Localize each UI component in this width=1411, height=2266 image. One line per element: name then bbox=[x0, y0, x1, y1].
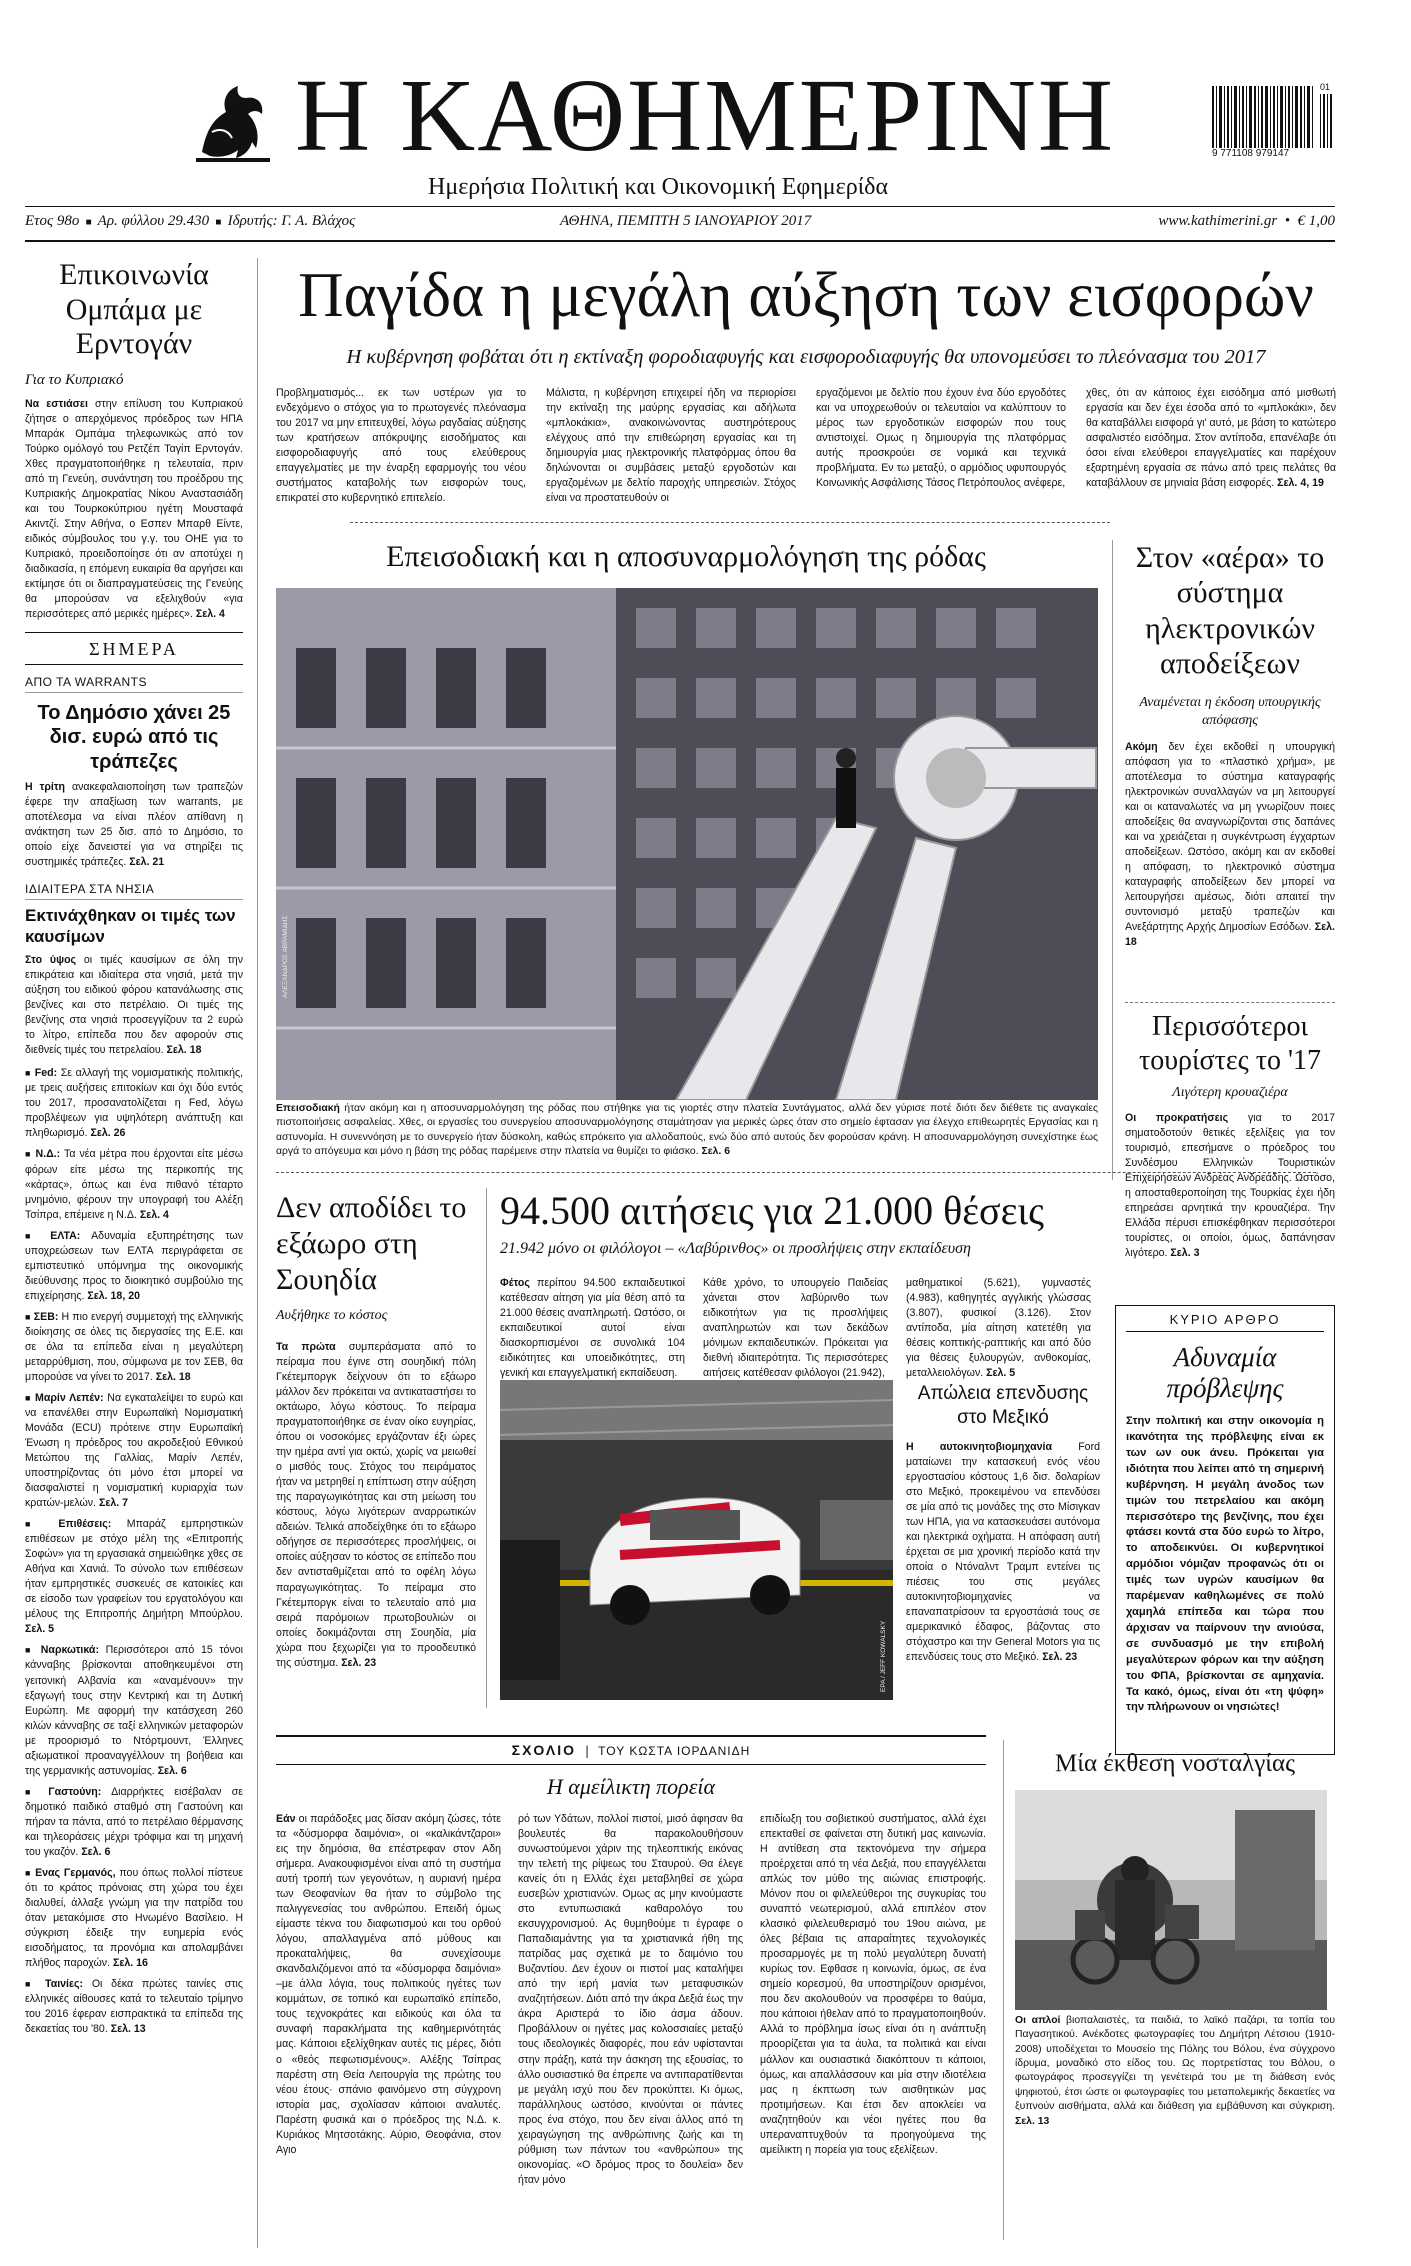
column-col-1-text: οι παράδοξες μας δίσαν ακόμη ζώσες, τότε τα «δύσμορφα δαιμόνια», οι «καλικάντζαροι» εις την δημόσια, θα επέστρεφαν στον Αδη σήμερα. Ανακουφισμένοι είναι από τη συστήμα αυτή τροπή των γεγονότων, η αυριανή ημέρα των Θεοφανίων θα ήταν το σύμβολο της παλιγγενεσίας του ανθρώπου. Επειδή όμως είμαστε τέκνα του διαφωτισμού και του ορθού λόγου, απαλλαγμένα από μύθους και προκαταλήψεις, θα συνεχίσουμε σκανδαλιζόμενοι από τα «δύσμορφα δαιμόνια» –με άλλα λόγια, τους πολιτικούς ηγέτες των κομμάτων, σε τοπικό και ευρωπαϊκό επίπεδο, τους τεχνοκράτες και ειδικούς και όλα τα συναφή παρακλήματα της καθημερινότητάς μας. Κάποιοι εξελίχθηκαν αυτές τις μέρες, διότι ο «θεός πεφωτισμένους». Αλέξης Τσίπρας παρέστη στη Θεία Λειτουργία της πρώτης του νέου έτους· σπάνιο φαινόμενο στη σύγχρονη ιστορία μας, σχολίασαν κάποιοι αναλυτές. Παρέστη φυσικά και ο πρόεδρος της Ν.Δ. κ. Κυριάκος Μητσοτάκης. Αύριο, Θεοφάνια, στον Αγιο bbox=[276, 1813, 501, 2156]
fuel-body-text: οι τιμές καυσίμων σε όλη την επικράτεια και ιδιαίτερα στα νησιά, μετά την αύξηση του ειδικού φόρου κατανάλωσης στις βενζίνες και στο πετρέλαιο. Οι τιμές της βενζίνης στα νησιά προσεγγίζουν τα 2 ευρώ το λίτρο, επίπεδα που δεν αφορούν στις διεθνείς τιμές του πετρελαίου. bbox=[25, 954, 243, 1057]
barcode bbox=[1210, 82, 1336, 160]
applications-col-2-text: Κάθε χρόνο, το υπουργείο Παιδείας χάνεται στον λαβύρινθο των ειδικοτήτων για τις προσλήψεις αναπληρωτών και των δεκάδων μόνιμων εκπαιδευτικών. Πρόκειται για διεθνή ιδιαιτερότητα. Τις περισσότερες αιτήσεις κατέθεσαν φιλόλογοι (21.942), bbox=[703, 1277, 888, 1380]
bullet-text: που όπως πολλοί πίστευε ότι το κράτος πρόνοιας στη χώρα του έχει διαλυθεί, άλλαξε γνώμη για την πατρίδα του όταν μετακόμισε στο Ηνωμένο Βασίλειο. Η σύγκριση έδειξε την ευημερία ενός εισοδήματος, τα προνόμια και απολαμβάνει πλήθος παροχών. bbox=[25, 1866, 244, 1970]
applications-col-3 bbox=[906, 1276, 1091, 1381]
ford-photo-credit: EPA / JEFF KOWALSKY bbox=[880, 1620, 887, 1692]
bullet-text: Περισσότεροι από 15 τόνοι κάνναβης βρίσκονται αποθηκευμένοι στη γειτονική Αλβανία και «αναμένουν» την εξαγωγή τους στην Κεντρική και τη Δυτική Ευρώπη. Με αφορμή την κατάσχεση 260 κιλών κάνναβης σε ταξί ελληνικών μεταφορών με προορισμό το Ντόρτμουντ, Έλληνες αξιωματικοί προαναγγέλλουν τη βοήθεια και της γερμανικής αστυνομίας. bbox=[25, 1644, 243, 1777]
bullet-item: ■ Ενας Γερμανός, που όπως πολλοί πίστευε ότι το κράτος πρόνοιας στη χώρα του έχει διαλυθεί, άλλαξε γνώμη για την πατρίδα του όταν μετακόμισε στο Ηνωμένο Βασίλειο. Η σύγκριση έδειξε την ευημερία ενός εισοδήματος, τα προνόμια και απολαμβάνει πλήθος παροχών. Σελ. 16 bbox=[25, 1866, 244, 1970]
ford-body-lead: Η αυτοκινητοβιομηχανία bbox=[906, 1440, 1052, 1453]
fuel-body bbox=[25, 953, 243, 1058]
bullet-lead: Ενας Γερμανός, bbox=[35, 1866, 116, 1879]
column-col-3 bbox=[760, 1812, 986, 2158]
applications-headline: 94.500 αιτήσεις για 21.000 θέσεις bbox=[500, 1188, 1044, 1233]
warrants-ref: Σελ. 21 bbox=[129, 856, 165, 869]
bullet-lead: ΕΛΤΑ: bbox=[50, 1229, 81, 1242]
bullet-item: ■ Fed: Σε αλλαγή της νομισματικής πολιτικής, με τρεις αυξήσεις επιτοκίων και όχι δύο εντός του 2017, προσανατολίζεται η Fed, λόγω προβλέψεων για υψηλότερη ανάπτυξη και πληθωρισμό. Σελ. 26 bbox=[25, 1067, 244, 1140]
bullet-text: Μπαράζ εμπρηστικών επιθέσεων με στόχο μέλη της «Επιτροπής Σοφών» για τη εργασιακά σημειώθηκε χθες σε Αθήνα και Χανιά. Το σύνολο των επιθέσεων ήταν εμπρηστικές συσκευές σε κατοικίες και σε είσοδο των γραφείων του εργατολόγου και μέλους της Επιτροπής Δημήτρη Μπούρλου. bbox=[25, 1518, 243, 1621]
issue-number: Αρ. φύλλου 29.430 bbox=[97, 213, 210, 229]
applications-col-1-text: περίπου 94.500 εκπαιδευτικοί κατέθεσαν αίτηση για μία θέση από τα 21.000 θέσεις αναπληρωτή. Ωστόσο, οι εκπαιδευτικοί αυτοί είναι διασκορπισμένοι σε συνολικά 104 ειδικότητες και υποειδικότητες, στη γενική και επαγγελματική εκπαίδευση. bbox=[500, 1277, 685, 1380]
bullet-ref: Σελ. 18 bbox=[155, 1370, 191, 1383]
nostalgia-caption bbox=[1015, 2014, 1335, 2129]
lead-col-1 bbox=[276, 386, 526, 506]
bullet-lead: Ταινίες: bbox=[45, 1978, 84, 1991]
bullet-text: Η πιο ενεργή συμμετοχή της ελληνικής διοίκησης σε όλες τις διεργασίες της Ε.Ε. και σε όλα τα επίπεδα είναι η μεγαλύτερη μεταρρύθμιση, που, σύμφωνα με τον ΣΕΒ, θα μπορούσε να γίνει το 2017. bbox=[25, 1310, 244, 1383]
lead-col-4 bbox=[1086, 386, 1336, 491]
masthead bbox=[0, 0, 1411, 250]
nostalgia-photo bbox=[1015, 1790, 1327, 2010]
applications-deck: 21.942 μόνο οι φιλόλογοι – «Λαβύρινθος» οι προσλήψεις στην εκπαίδευση bbox=[500, 1240, 971, 1257]
nostalgia-caption-text: βιοπαλαιστές, τα παιδιά, το λαϊκό παζάρι, τα τοπία του Παγασητικού. Ανέκδοτες φωτογραφίες του Δημήτρη Λέτσιου (1910-2008) υποδέχεται το Μουσείο της Πόλης του Βόλου, ένα σύγχρονο ίδρυμα, μοναδικό στο είδος του. Ως πορτρετίστας του Βόλου, ο φωτογράφος προσεγγίζει τη γενέτειρά του με τη διάθεση ενός ψηφιοτού, έτσι ώστε οι φωτογραφίες του μεταπολεμικής δεκαετίες να ξυπνούν αισθήματα, αλλά και διάθεση για εμβάθυνση και σύγκριση. bbox=[1015, 2015, 1335, 2113]
barcode-issue: 01 bbox=[1320, 82, 1331, 92]
bullet-item: ■ Μαρίν Λεπέν: Να εγκαταλείψει το ευρώ και να επανέλθει στην Ευρωπαϊκή Νομισματική Μονάδα (ECU) πρότεινε στην Ευρωπαϊκή Ένωση η πρόεδρος του ακροδεξιού Εθνικού Μετώπου της Γαλλίας, Μαρίν Λεπέν, υποστηρίζοντας ότι μόνο έτσι μπορεί να διασφαλιστεί η νομισματική κυριαρχία των κρατών-μελών. Σελ. 7 bbox=[25, 1391, 243, 1510]
bullet-lead: Ν.Δ.: bbox=[35, 1148, 61, 1161]
rhodes-photo-credit: ΑΛΕΞΑΝΔΡΟΣ ΑΒΡΑΜΙΔΗΣ bbox=[282, 915, 289, 998]
bullet-item: ■ ΣΕΒ: Η πιο ενεργή συμμετοχή της ελληνικής διοίκησης σε όλες τις διεργασίες της Ε.Ε. και σε όλα τα επίπεδα είναι η μεγαλύτερη μεταρρύθμιση, που, σύμφωνα με τον ΣΕΒ, θα μπορούσε να γίνει το 2017. Σελ. 18 bbox=[25, 1310, 244, 1383]
bullet-lead: Ναρκωτικά: bbox=[40, 1644, 99, 1657]
bullet-ref: Σελ. 26 bbox=[90, 1127, 126, 1140]
bullet-ref: Σελ. 16 bbox=[113, 1957, 148, 1970]
lead-col-1-text: Προβληματισμός... εκ των υστέρων για το ενδεχόμενο ο στόχος για το πρωτογενές πλεόνασμα του 2017 να μην επιτευχθεί, λόγω ραγδαίας αύξησης των κρατήσεων απόκρυψης εισοδήματος και εισφοροδιαφυγής από τους ελεύθερους επαγγελματίες με την έναρξη εφαρμογής του νέου συστήματος καταβολής των εισφορών τους, επικρατεί στο κυβερνητικό επιτελείο. bbox=[276, 387, 526, 505]
masthead-title: Η ΚΑΘΗΜΕΡΙΝΗ bbox=[295, 58, 1115, 173]
fuel-body-lead: Στο ύψος bbox=[25, 954, 77, 967]
meta-line: Ετος 98ο ■ Αρ. φύλλου 29.430 ■ Ιδρυτής: Γ. Α. Βλάχος ΑΘΗΝΑ, ΠΕΜΠΤΗ 5 ΙΑΝΟΥΑΡΙΟΥ 2017 www.kathimerini.gr • € 1,00 bbox=[25, 213, 1335, 229]
sweden-body bbox=[276, 1340, 476, 1671]
applications-col-1-lead: Φέτος bbox=[500, 1277, 530, 1289]
bullet-ref: Σελ. 13 bbox=[110, 2023, 146, 2036]
obama-body-text: στην επίλυση του Κυπριακού ζήτησε ο απερχόμενος πρόεδρος των ΗΠΑ Μπαράκ Ομπάμα τηλεφωνικώς από τον Τούρκο ομόλογό του Ρετζέπ Ταγίπ Ερντογάν. Χθες πραγματοποιήθηκε η τελευταία, πριν από τη Γενεύη, συνάντηση του προέδρου της Κυπριακής Δημοκρατίας Νίκου Αναστασιάδη και του Τουρκοκύπριου ηγέτη Μουσταφά Ακιντζί. Στην Αθήνα, ο Εσπεν Μπαρθ Είντε, ειδικός σύμβουλος του γ.γ. του ΟΗΕ για το Κυπριακό, προειδοποίησε ότι αν αποτύχει η διαδικασία, η επόμενη ευκαιρία θα αργήσει και εκτίμησε ότι οι διαπραγματεύσεις της Γενεύης θα μπορούσαν να εξελιχθούν «για περισσότερες από μερικές ημέρες». bbox=[25, 397, 243, 620]
car-factory-photo-icon bbox=[500, 1380, 893, 1700]
tourists-story bbox=[1125, 1010, 1335, 1262]
column-col-2-text: ρό των Υδάτων, πολλοί πιστοί, μισό άφησαν θα βουλευτές θα παρακολουθήσουν συνωστούμενοι χάριν της τηλεοπτικής εικόνας την τελετή της ρίψεως του Σταυρού. Θα έλεγε κανείς ότι η Ελλάς έχει μεταβληθεί σε χώρα ευσεβών χριστιανών. Ομως ας μην κινούμαστε στο εντυπωσιακά καθαρολόγο του εκσυγχρονισμού. Ας θυμηθούμε τι έγραφε ο Παπαδιαμάντης για τα χριστιανικά ήθη της πατρίδας μας σχετικά με το δαιμόνιο του Βυζαντίου. Δεν έχουν οι πιστοί μας καταλήψει από την ιερή μανία των μεταφυσικών αναζητήσεων. Διότι από την άκρα Δεξιά έως την άκρα Αριστερά το ίδιο άσμα άδουν. Προβάλλουν οι ηγέτες μας κολοσσιαίες μεταξύ τους ιδεολογικές διαφορές, που εάν υφίστανται στην πράξη, κατά την άσκηση της εξουσίας, το άλλο ουσιαστικό θα έπρεπε να αντιπαρατίθενται με μεγάλη ισχύ που δεν προκύπτει. Κι όμως, παράλληλους ωστόσο, κινούνται οι πάντες προς ένα στόχο, που δεν είναι άλλος από τη χειραγώγηση της ανθρώπινης ζωής και τη ρύθμιση των πάντων του «ανθρώπου» της οικονομίας. «Ο δρόμος προς το δουλεία» δεν ήταν μόνο bbox=[518, 1813, 743, 2186]
column-author: ΤΟΥ ΚΩΣΤΑ ΙΟΡΔΑΝΙΔΗ bbox=[598, 1744, 751, 1758]
sweden-ref: Σελ. 23 bbox=[341, 1656, 377, 1669]
fuel-ref: Σελ. 18 bbox=[166, 1044, 202, 1057]
price: € 1,00 bbox=[1297, 213, 1335, 229]
barcode-number: 9 771108 979147 bbox=[1212, 148, 1290, 159]
obama-ref: Σελ. 4 bbox=[195, 607, 225, 620]
column-col-3-text: επιδίωξη του σοβιετικού συστήματος, αλλά έχει επεκταθεί σε φαίνεται στη δυτική μας καινωνία. Η αντίθεση στα τεκτονόμενα την σήμερα προέρχεται από τη νέα Δεξιά, που επαγγέλλεται απλώς τον μύθο της αιώνιας επιστροφής. Μόνον που οι φιλελεύθεροι της συγκυρίας του συναπτό νεωτερισμού, αλλά επιπλέον στον κλασικό φιλελευθερισμό του 19ου αιώνα, με όλες βέβαια τις απαραίτητες τεχνολογικές προσαρμογές με τη πολύ μεγαλύτερη δυνατή κυρίως τον. Εφθασε η κοινωνία, όμως, σε ένα σημείο κορεσμού, θα υποστηρίζουν ορισμένοι, που δεν ακολουθούν να προσφέρει το θαύμα, που κάποιοι ήθελαν από το πραγματοποιηθούν. Αλλά το πρόβλημα ίσως είναι ότι η ανάπτυξη προορίζεται για τα άυλα, τα πολιτικά και είναι μάλλον και ουσιαστικά διακόπτουν τι κάποιοι, όμως, και απαλλάσσουν και μία στην ιδιοτέλεια μας η έκπτωση των αισθητικών μας προτιμήσεων. Και έτσι δεν αποκλείει να αναζητηθούν και νέοι ηγέτες που θα υπεραναπτυχθούν τα προηγούμενα της αμείλικτη η πορεία για τους εξελίξεων. bbox=[760, 1813, 986, 2156]
rhodes-caption bbox=[276, 1102, 1098, 1159]
warrants-body bbox=[25, 780, 243, 870]
sweden-kicker: Αυξήθηκε το κόστος bbox=[276, 1308, 388, 1323]
bullet-text: Τα νέα μέτρα που έρχονται είτε μέσω φόρων είτε μέσω της περικοπής της «κάρτας», όπως και ένα πιθανό τέταρτο μνημόνιο, φέρουν την υπογραφή του Αλέξη Τσίπρα, επέμεινε η Ν.Δ. bbox=[25, 1148, 244, 1221]
receipts-headline: Στον «αέρα» το σύστημα ηλεκτρονικών αποδείξεων bbox=[1135, 541, 1325, 681]
editorial-box bbox=[1115, 1305, 1335, 1755]
ferris-wheel-photo-icon bbox=[276, 588, 1098, 1100]
today-label: ΣΗΜΕΡΑ bbox=[89, 638, 179, 659]
bullet-lead: ΣΕΒ: bbox=[33, 1310, 59, 1323]
news-bullets bbox=[25, 1066, 243, 2037]
ford-headline: Απώλεια επενδυσης στο Μεξικό bbox=[917, 1383, 1089, 1428]
lead-col-2-text: Μάλιστα, η κυβέρνηση επιχειρεί ήδη να περιορίσει την εκτίναξη της μαύρης εργασίας και αδήλωτα «μπλοκάκια», ανακοινώνοντας αυστηρότερους ελέγχους από την επιθεώρηση εργασίας και τη δημιουργία μιας ηλεκτρονικής πλατφόρμας όπου θα δηλώνονται οι συμβάσεις μεταξύ εργοδοτών και εργαζομένων με δελτίο παροχής υπηρεσιών. Στόχος είναι να προστατευθούν οι bbox=[546, 387, 796, 505]
bullet-item: ■ Ναρκωτικά: Περισσότεροι από 15 τόνοι κάνναβης βρίσκονται αποθηκευμένοι στη γειτονική Αλβανία και «αναμένουν» την εξαγωγή τους στην Κεντρική και τη Δυτική Ευρώπη. Με αφορμή την κατάσχεση 260 κιλών κάνναβης σε ταξί ελληνικών μεταφορών με προορισμό το Ντόρτμουντ, Έλληνες αξιωματικοί προαναγγέλλουν τη βοήθεια και της γερμανικής αστυνομίας. Σελ. 6 bbox=[25, 1644, 243, 1777]
applications-col-1 bbox=[500, 1276, 685, 1381]
bullet-item: ■ Ν.Δ.: Τα νέα μέτρα που έρχονται είτε μέσω φόρων είτε μέσω της περικοπής της «κάρτας», όπως και ένα πιθανό τέταρτο μνημόνιο, φέρουν την υπογραφή του Αλέξη Τσίπρα, επέμεινε η Ν.Δ. Σελ. 4 bbox=[25, 1148, 244, 1221]
year: Ετος 98ο bbox=[25, 213, 80, 229]
tourists-headline: Περισσότεροι τουρίστες το '17 bbox=[1138, 1011, 1322, 1076]
nostalgia-headline: Μία έκθεση νοσταλγίας bbox=[1055, 1750, 1295, 1777]
applications-col-3-text: μαθηματικοί (5.621), γυμναστές (4.983), καθηγητές αγγλικής γλώσσας (3.807), φυσικοί (3.126). Στον αντίποδα, μία αίτηση κατετέθη για θέσεις κοπτικής-ραπτικής και από δύο για θέσεις ξυλουργών, ανθοκομίας, μεταλλειολόγων. bbox=[906, 1277, 1091, 1380]
applications-ref: Σελ. 5 bbox=[986, 1367, 1016, 1380]
bullet-lead: Μαρίν Λεπέν: bbox=[35, 1391, 104, 1404]
obama-body-lead: Να εστιάσει bbox=[25, 397, 88, 410]
column-header: ΣΧΟΛΙΟ | ΤΟΥ ΚΩΣΤΑ ΙΟΡΔΑΝΙΔΗ bbox=[511, 1742, 751, 1759]
ford-photo bbox=[500, 1380, 893, 1700]
left-column bbox=[25, 258, 243, 2258]
sweden-headline: Δεν αποδίδει το εξάωρο στη Σουηδία bbox=[276, 1191, 467, 1296]
bullet-text: Διαρρήκτες εισέβαλαν σε δημοτικό παιδικό σταθμό στη Γαστούνη και πήραν τα πάντα, από το πετρέλαιο θέρμανσης και τηλεοράσεις μέχρι τρόφιμα και τη μηχανή του γκαζόν. bbox=[25, 1785, 243, 1858]
bullet-text: Αδυναμία εξυπηρέτησης των υποχρεώσεων των ΕΛΤΑ περιγράφεται σε εμπιστευτικό υπόμνημα της οικονομικής διεύθυνσης προς το διοικητικό συμβούλιο της επιχείρησης. bbox=[25, 1229, 244, 1302]
lead-col-3 bbox=[816, 386, 1066, 491]
lead-col-2 bbox=[546, 386, 796, 506]
obama-body bbox=[25, 397, 243, 622]
sweden-body-lead: Τα πρώτα bbox=[276, 1341, 336, 1353]
warrants-body-lead: Η τρίτη bbox=[25, 781, 66, 794]
bullet-item: ■ Γαστούνη: Διαρρήκτες εισέβαλαν σε δημοτικό παιδικό σταθμό στη Γαστούνη και πήραν τα πάντα, από το πετρέλαιο θέρμανσης και τηλεοράσεις μέχρι τρόφιμα και τη μηχανή του γκαζόν. Σελ. 6 bbox=[25, 1785, 243, 1858]
receipts-body-text: δεν έχει εκδοθεί η υπουργική απόφαση για το «πλαστικό χρήμα», με αποτέλεσμα το σύστημα καταγραφής ηλεκτρονικών συναλλαγών να μη λειτουργεί και οι καταναλωτές να μη γνωρίζουν ποιες αποδείξεις θα αναγνωρίζονται στις δαπάνες και να χρειάζεται η συγκέντρωση έγχαρτων αποδείξεων. Ωστόσο, ακόμη και αν εκδοθεί η απόφαση, το ηλεκτρονικό σύστημα καταγραφής αποδείξεων δεν μπορεί να λειτουργήσει αμέσως, διότι απαιτεί την συντονισμό μεταξύ τραπεζών και Ανεξάρτητης Αρχής Δημοσίων Εσόδων. bbox=[1125, 740, 1335, 934]
lead-col-4-text: χθες, ότι αν κάποιος έχει εισόδημα από μισθωτή εργασία και δεν έχει έσοδα από το «μπλοκάκι», δεν θα καταβάλλει εισφορά γι' αυτό, με βάση το κατώτερο ασφαλιστέο εισόδημα. Στον αντίποδα, επανέλαβε ότι όσοι είναι ελεύθεροι επαγγελματίες και παρέχουν εξαρτημένη εργασία σε πάνω από τρεις πελάτες θα καταβάλλουν σε μηνιαία βάση εισφορές. bbox=[1086, 387, 1336, 490]
receipts-ref: Σελ. 18 bbox=[1125, 921, 1335, 949]
bullet-ref: Σελ. 5 bbox=[25, 1623, 55, 1636]
ford-body bbox=[906, 1440, 1100, 1665]
receipts-story bbox=[1125, 540, 1335, 950]
rhodes-caption-lead: Επεισοδιακή bbox=[276, 1103, 340, 1114]
fuel-kicker: ΙΔΙΑΙΤΕΡΑ ΣΤΑ ΝΗΣΙΑ bbox=[25, 882, 243, 900]
lead-headline: Παγίδα η μεγάλη αύξηση των εισφορών bbox=[298, 260, 1314, 330]
editorial-body: Στην πολιτική και στην οικονομία η ικανότητα της πρόβλεψης είναι εκ των ων ουκ άνευ. Πρόκειται για ιδιότητα που λείπει από τη σημερινή κυβέρνηση. Η μεγάλη άνοδος των τιμών του πετρελαίου και ακόμη περισσότερο της βενζίνης, που έχει φτάσει κοντά στα δύο ευρώ το λίτρο, το αποδεικνύει. Οι κυβερνητικοί αρμόδιοι νόμιζαν προφανώς ότι οι τιμές των υγρών καυσίμων θα παρέμεναν καθηλωμένες σε πολύ χαμηλά επίπεδα και τώρα που άρχισαν να παίρνουν την ανιούσα, σε συνδυασμό με την επιβολή μεγαλύτερων φόρων και την αύξηση του ΦΠΑ, βρίσκονται σε αμηχανία. Τα κακό, όμως, είναι ότι «τη ψύφη» την πλήρωνουν οι νησιώτες! bbox=[1126, 1415, 1324, 1714]
tourists-body bbox=[1125, 1111, 1335, 1261]
owl-logo-icon bbox=[182, 72, 278, 168]
rhodes-ref: Σελ. 6 bbox=[701, 1146, 730, 1158]
warrants-headline: Το Δημόσιο χάνει 25 δισ. ευρώ από τις τράπεζες bbox=[37, 701, 231, 773]
dateline: ΑΘΗΝΑ, ΠΕΜΠΤΗ 5 ΙΑΝΟΥΑΡΙΟΥ 2017 bbox=[560, 213, 812, 229]
column-col-2 bbox=[518, 1812, 743, 2188]
fuel-headline: Εκτινάχθηκαν οι τιμές των καυσίμων bbox=[25, 906, 236, 946]
masthead-subtitle: Ημερήσια Πολιτική και Οικονομική Εφημερίδα bbox=[428, 174, 889, 200]
tourists-kicker: Λιγότερη κρουαζιέρα bbox=[1172, 1085, 1288, 1101]
bullet-ref: Σελ. 7 bbox=[99, 1497, 129, 1510]
sweden-story bbox=[276, 1190, 476, 1671]
sweden-body-text: συμπεράσματα από το πείραμα που έγινε στη σουηδική πόλη Γκέτεμποργκ δείχνουν ότι το εξάωρο μάλλον δεν πρόκειται να αντικαταστήσει το οκτάωρο, λόγω κόστους. Το πείραμα πραγματοποιήθηκε σε έναν οίκο ευγηρίας, όπου οι νοσοκόμες εργάζονταν έξι ώρες την ημέρα αντί για οκτώ, χωρίς να μειωθεί ο μισθός τους. Στόχος του πειράματος ήταν να μετρηθεί η επίπτωση στην αύξηση της παραγωγικότητας και στη μείωση του κόστους, λόγω λιγότερων αναρρωτικών αδειών. Τελικά αποδείχθηκε ότι το εξάωρο οδήγησε σε περισσότερες προσλήψεις, οι οποίες αύξησαν το κόστος σε επίπεδο που δεν αντισταθμίζεται από το οφέλη λόγω παραγωγικότητας. Το πείραμα στο Γκέτεμποργκ είναι το τελευταίο από μια σειρά παρόμοιων πρωτοβουλιών οι οποίες δοκιμάζονται στη Σουηδία, μία χώρα που ξεχωρίζει για το προοδευτικό της σύστημα. bbox=[276, 1341, 477, 1669]
bullet-text: Σε αλλαγή της νομισματικής πολιτικής, με τρεις αυξήσεις επιτοκίων και όχι δύο εντός του 2017, προσανατολίζεται η Fed, λόγω προβλέψεων για υψηλότερη ανάπτυξη και πληθωρισμό. bbox=[25, 1067, 244, 1140]
lead-ref: Σελ. 4, 19 bbox=[1277, 477, 1324, 490]
receipts-body-lead: Ακόμη bbox=[1125, 740, 1158, 753]
website[interactable]: www.kathimerini.gr bbox=[1158, 213, 1278, 229]
bullet-ref: Σελ. 4 bbox=[139, 1208, 169, 1221]
bullet-item: ■ Επιθέσεις: Μπαράζ εμπρηστικών επιθέσεων με στόχο μέλη της «Επιτροπής Σοφών» για τη εργασιακά σημειώθηκε χθες σε Αθήνα και Χανιά. Το σύνολο των επιθέσεων ήταν εμπρηστικές συσκευές σε κατοικίες και σε είσοδο των γραφείων του εργατολόγου και μέλους της Επιτροπής Δημήτρη Μπούρλου. Σελ. 5 bbox=[25, 1518, 243, 1636]
receipts-body bbox=[1125, 740, 1335, 950]
lead-deck: Η κυβέρνηση φοβάται ότι η εκτίναξη φοροδιαφυγής και εισφοροδιαφυγής θα υπονομεύσει το πλεόνασμα του 2017 bbox=[346, 346, 1266, 368]
bullet-lead: Γαστούνη: bbox=[48, 1785, 102, 1798]
rhodes-photo bbox=[276, 588, 1098, 1100]
rhodes-caption-text: ήταν ακόμη και η αποσυναρμολόγηση της ρόδας που στήθηκε για τις γιορτές στην πλατεία Συντάγματος, αλλά δεν γύρισε ποτέ διότι δεν διέθετε τις αναγκαίες πιστοποιήσεις ασφαλείας. Χθες, οι εργασίες του συνεργείου αποσυναρμολόγησης σταμάτησαν για μερικές ώρες όταν στο σημείο έφτασαν για έλεγχο επιθεωρητές Εργασίας και η αστυνομία. Η συνεννόηση με το συνεργείο ήταν δύσκολη, καθώς επρόκειτο για αλλοδαπούς, ενώ δύο από αυτούς δεν φορούσαν κράνη. Η αποσυναρμολόγηση συνεχίστηκε έως αργά το απόγευμα και μόνο η βάση της ρόδας παρέμεινε στην πλατεία να θυμίζει το φιάσκο. bbox=[276, 1103, 1098, 1158]
rhodes-headline: Επεισοδιακή και η αποσυναρμολόγηση της ρόδας bbox=[386, 540, 986, 573]
nostalgia-caption-lead: Οι απλοί bbox=[1015, 2015, 1061, 2026]
bullet-ref: Σελ. 18, 20 bbox=[87, 1289, 140, 1302]
editorial-label: ΚΥΡΙΟ ΑΡΘΡΟ bbox=[1126, 1312, 1324, 1332]
column-label: ΣΧΟΛΙΟ bbox=[511, 1742, 577, 1758]
bullet-item: ■ Ταινίες: Οι δέκα πρώτες ταινίες στις ελληνικές αίθουσες κατά το τελευταίο τρίμηνο του 2016 έφεραν εισπρακτικά τα επίπεδα της δεκαετίας του '80. Σελ. 13 bbox=[25, 1978, 243, 2036]
lead-col-3-text: εργαζόμενοι με δελτίο που έχουν ένα δύο εργοδότες και να υποχρεωθούν οι τελευταίοι να καλύπτουν το μέρος των εργοδοτικών εισφορών που τους αντιστοιχεί. Ομως η δημιουργία της πλατφόρμας αυτής προσκρούει σε νομικά και τεχνικά προβλήματα. Εν τω μεταξύ, ο αρμόδιος υφυπουργός Κοινωνικής Ασφάλισης Τάσος Πετρόπουλος ανέφερε, bbox=[816, 387, 1066, 490]
barcode-bars-icon bbox=[1210, 86, 1336, 148]
bullet-text: Οι δέκα πρώτες ταινίες στις ελληνικές αίθουσες κατά το τελευταίο τρίμηνο του 2016 έφεραν εισπρακτικά τα επίπεδα της δεκαετίας του '80. bbox=[25, 1978, 243, 2036]
nostalgia-ref: Σελ. 13 bbox=[1015, 2115, 1050, 2127]
column-col-1-lead: Εάν bbox=[276, 1813, 296, 1825]
founder: Ιδρυτής: Γ. Α. Βλάχος bbox=[227, 213, 356, 229]
obama-kicker: Για το Κυπριακό bbox=[25, 371, 124, 388]
bullet-ref: Σελ. 6 bbox=[157, 1764, 187, 1777]
bullet-text: Να εγκαταλείψει το ευρώ και να επανέλθει στην Ευρωπαϊκή Νομισματική Μονάδα (ECU) πρότεινε στην Ευρωπαϊκή Ένωση η πρόεδρος του ακροδεξιού Εθνικού Μετώπου της Γαλλίας, Μαρίν Λεπέν, υποστηρίζοντας ότι μόνο έτσι μπορεί να διασφαλιστεί η νομισματική κυριαρχία των κρατών-μελών. bbox=[25, 1391, 243, 1510]
vintage-photo-icon bbox=[1015, 1790, 1327, 2010]
warrants-body-text: ανακεφαλαιοποίηση των τραπεζών έφερε την απαξίωση των warrants, με αποτέλεσμα να είναι πλέον απίθανη η ανάκτηση των 25 δισ. από το Δημόσιο, το οποίο είχε δανειστεί για να στηρίξει τις συστημικές τράπεζες. bbox=[25, 781, 243, 869]
ford-ref: Σελ. 23 bbox=[1042, 1650, 1078, 1663]
applications-story bbox=[500, 1188, 1100, 1380]
column-col-1 bbox=[276, 1812, 501, 2158]
editorial-headline: Αδυναμία πρόβλεψης bbox=[1166, 1342, 1284, 1404]
bullet-ref: Σελ. 6 bbox=[81, 1845, 111, 1858]
bullet-lead: Fed: bbox=[34, 1067, 58, 1080]
bullet-item: ■ ΕΛΤΑ: Αδυναμία εξυπηρέτησης των υποχρεώσεων των ΕΛΤΑ περιγράφεται σε εμπιστευτικό υπόμνημα της οικονομικής διεύθυνσης προς το διοικητικό συμβούλιο της επιχείρησης. Σελ. 18, 20 bbox=[25, 1229, 244, 1302]
obama-headline: Επικοινωνία Ομπάμα με Ερντογάν bbox=[59, 258, 209, 360]
tourists-body-text: για το 2017 σηματοδοτούν θετικές εξελίξεις για τον τουρισμό, επεσήμανε ο πρόεδρος του Συνδέσμου Ελληνικών Τουριστικών Επιχειρήσεων Ανδρέας Ανδρεάδης. Ωστόσο, η αποσταθεροποίηση της Τουρκίας έχει ήδη επηρεάσει αρνητικά την κρουαζιέρα. Την Ελλάδα πέρυσι επισκέφθηκαν περισσότεροι τουρίστες, οι οποίοι, όμως, δαπάνησαν λιγότερο. bbox=[1125, 1112, 1335, 1260]
column-headline: Η αμείλικτη πορεία bbox=[546, 1774, 716, 1799]
lead-body bbox=[276, 386, 1336, 506]
tourists-body-lead: Οι προκρατήσεις bbox=[1125, 1112, 1229, 1125]
receipts-kicker: Αναμένεται η έκδοση υπουργικής απόφασης bbox=[1139, 694, 1321, 728]
applications-col-2 bbox=[703, 1276, 888, 1381]
tourists-ref: Σελ. 3 bbox=[1170, 1247, 1200, 1260]
bullet-lead: Επιθέσεις: bbox=[58, 1518, 112, 1531]
ford-story bbox=[906, 1382, 1100, 1665]
warrants-kicker: ΑΠΟ ΤΑ WARRANTS bbox=[25, 675, 243, 693]
ford-body-text: Ford ματαίωνει την κατασκευή ενός νέου εργοστασίου κόστους 1,6 δισ. δολαρίων στο Μεξικό, προκειμένου να επενδύσει σε μία από τις μονάδες της στο Μίσιγκαν των ΗΠΑ, για να κατασκευάσει αυτόνομα και ηλεκτρικά οχήματα. Η απόφαση αυτή έρχεται σε μια χρονική περίοδο κατά την οποία ο Ντόναλντ Τραμπ εντείνει τις πιέσεις του στις μεγάλες αυτοκινητοβιομηχανίες να επαναπατρίσουν τα εργοστάσιά τους σε αμερικανικό έδαφος, βάζοντας στο στόχαστρο και την General Motors για τις επενδύσεις τους στο Μεξικό. bbox=[906, 1440, 1100, 1663]
